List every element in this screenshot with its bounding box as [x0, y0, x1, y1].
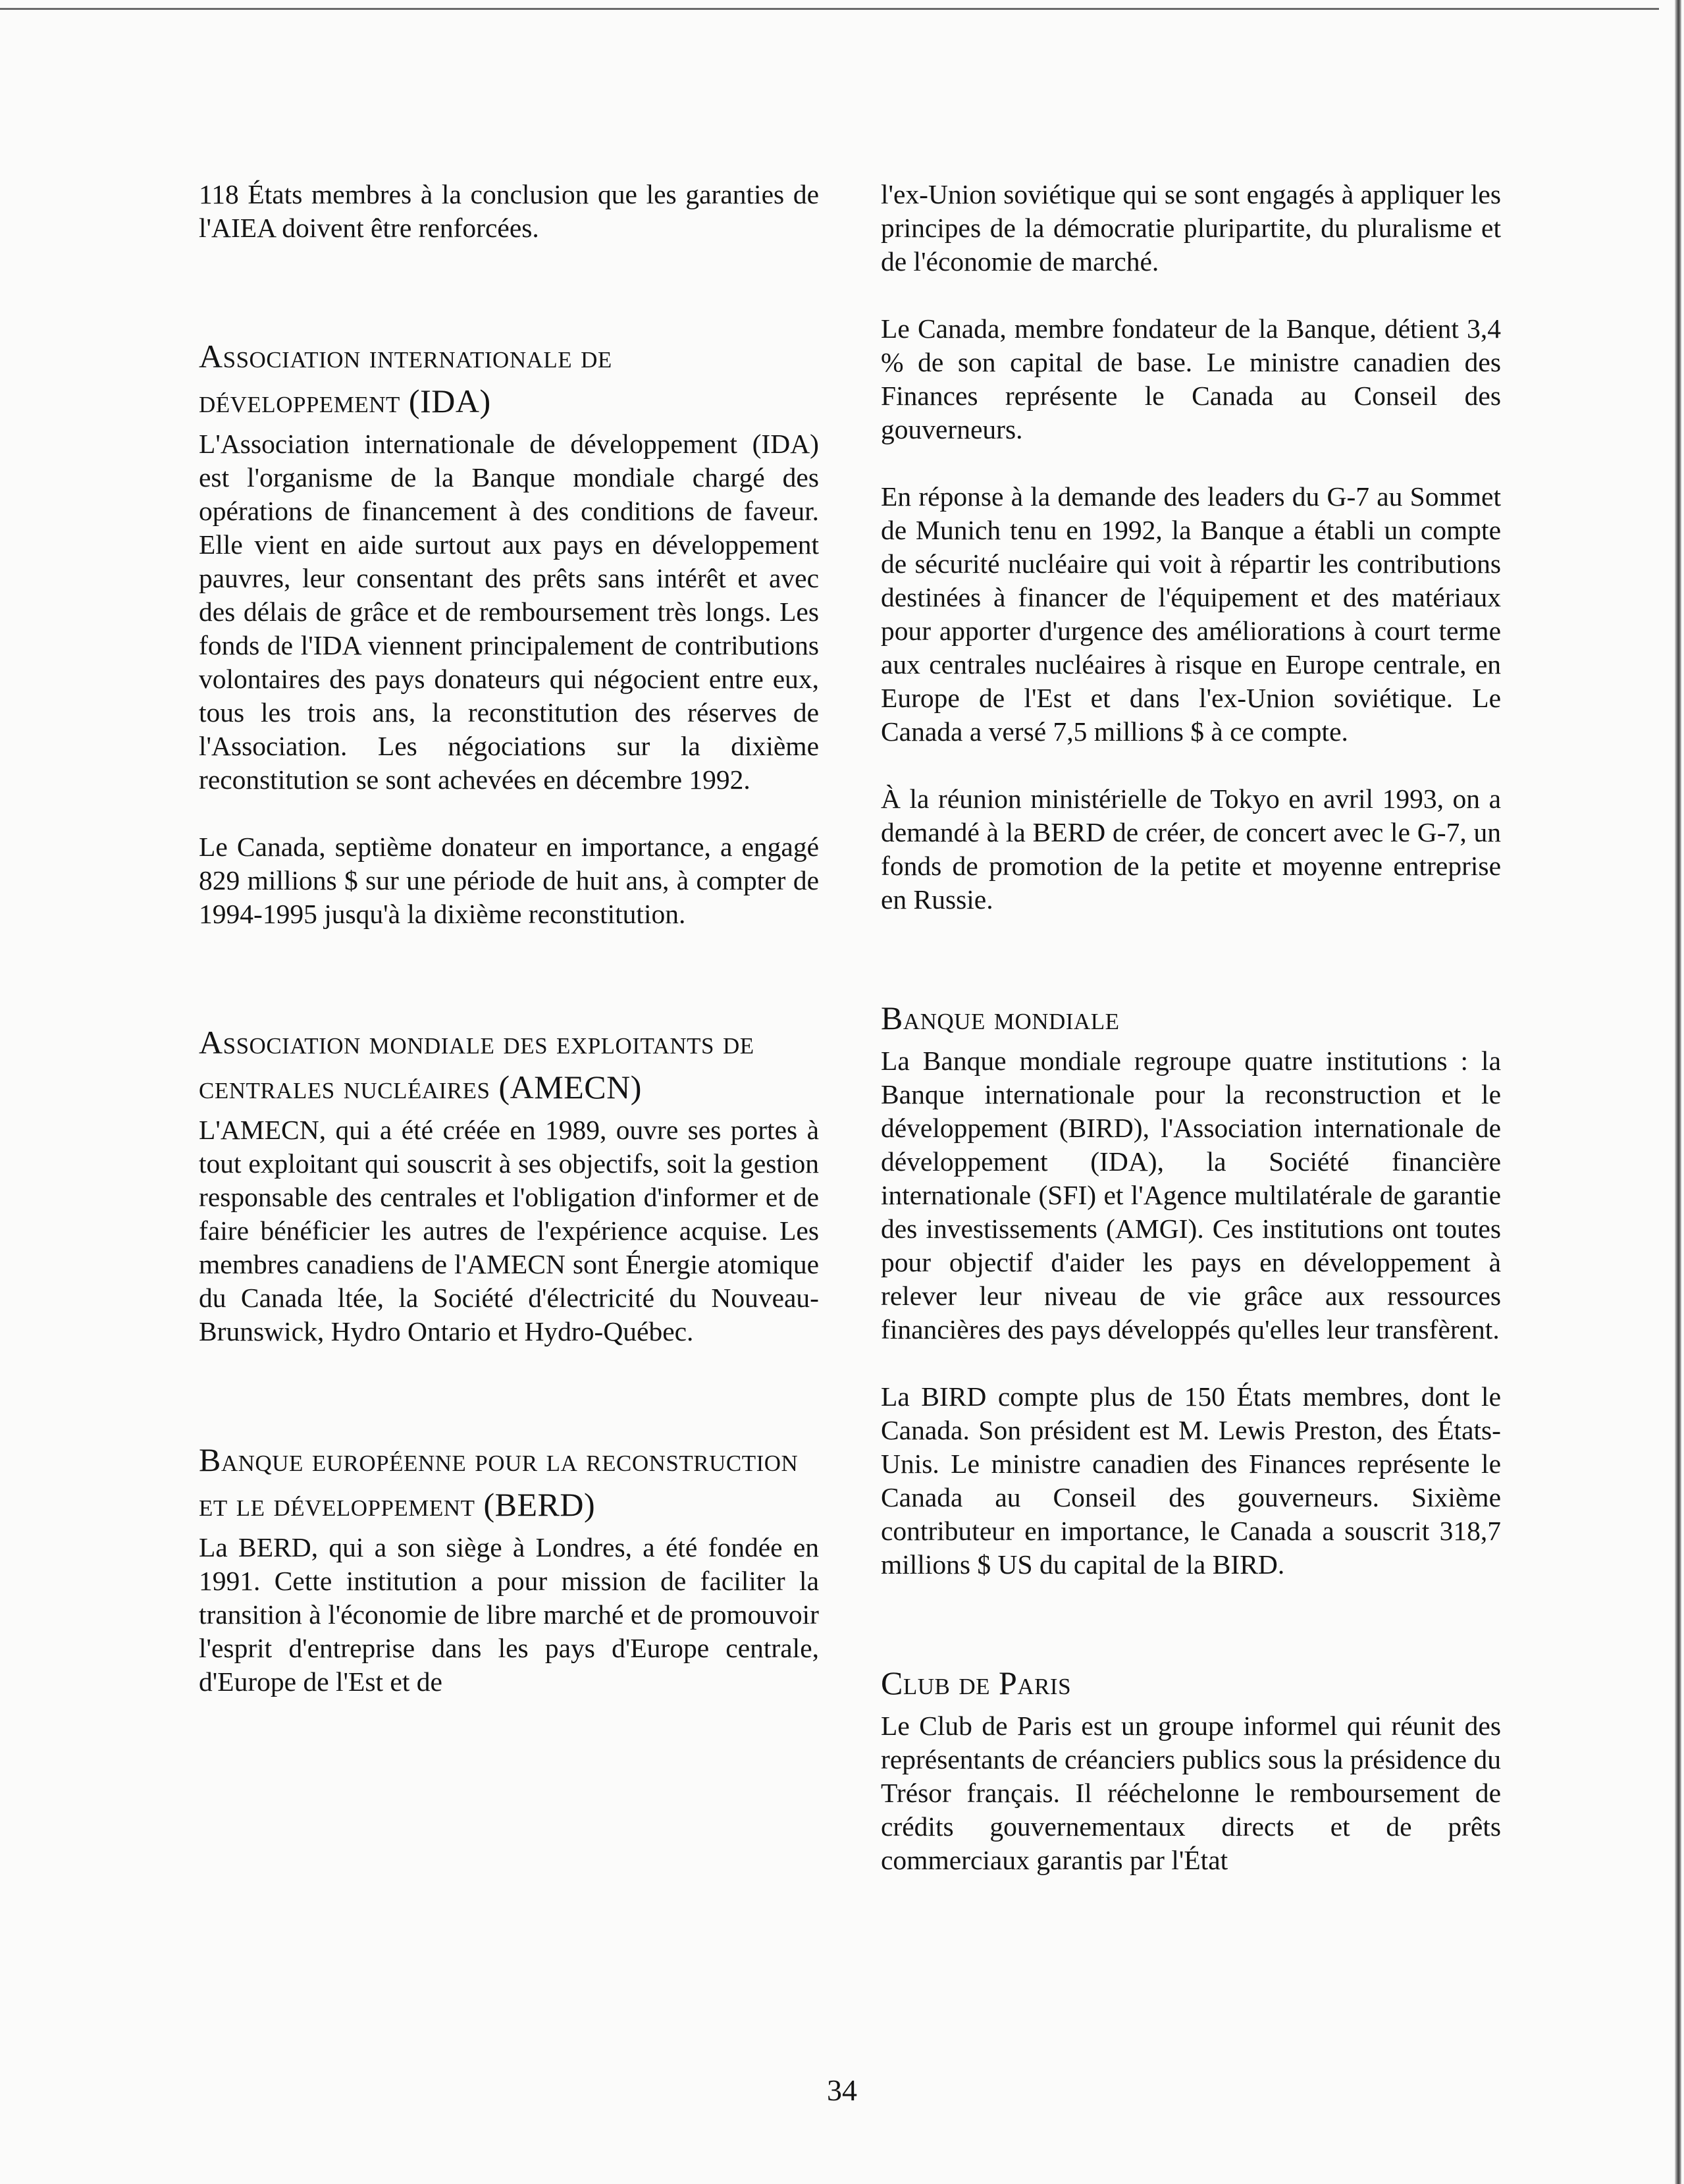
amecn-paragraph-1: L'AMECN, qui a été créée en 1989, ouvre ses portes à tout exploitant qui souscrit à ses objectifs, soit la gestion responsable des centrales et l'obligation d'informer et de faire bénéficier les autres de l'expérience acquise. Les membres canadiens de l'AMECN sont Énergie atomique du Canada ltée, la Société d'électricité du Nouveau-Brunswick, Hydro Ontario et Hydro-Québec. [199, 1115, 819, 1346]
banque-mondiale-paragraph-1: La Banque mondiale regroupe quatre institutions : la Banque internationale pour la reconstruction et le développement (BIRD), l'Association internationale de développement (IDA), la Société financière internationale (SFI) et l'Agence multilatérale de garantie des investissements (AMGI). Ces institutions ont toutes pour objectif d'aider les pays en développement à relever leur niveau de vie grâce aux ressources financières des pays développés qu'elles leur transfèrent. [881, 1046, 1501, 1345]
berd-heading: Banque européenne pour la reconstruction et le développement (BERD) [199, 1441, 799, 1523]
left-column [199, 178, 819, 1699]
banque-mondiale-heading: Banque mondiale [881, 999, 1120, 1036]
amecn-heading: Association mondiale des exploitants de centrales nucléaires (AMECN) [199, 1024, 754, 1105]
right-column [881, 178, 1501, 1877]
berd-paragraph-2: Le Canada, membre fondateur de la Banque, détient 3,4 % de son capital de base. Le ministre canadien des Finances représente le Canada au Conseil des gouverneurs. [881, 313, 1501, 444]
berd-paragraph-3: En réponse à la demande des leaders du G-7 au Sommet de Munich tenu en 1992, la Banque a établi un compte de sécurité nucléaire qui voit à répartir les contributions destinées à financer de l'équipement et des matériaux pour apporter d'urgence des améliorations à court terme aux centrales nucléaires à risque en Europe centrale, en Europe de l'Est et dans l'ex-Union soviétique. Le Canada a versé 7,5 millions $ à ce compte. [881, 481, 1501, 747]
berd-paragraph-4: À la réunion ministérielle de Tokyo en avril 1993, on a demandé à la BERD de créer, de concert avec le G-7, un fonds de promotion de la petite et moyenne entreprise en Russie. [881, 784, 1501, 915]
ida-heading: Association internationale de développement (IDA) [199, 338, 612, 419]
berd-continuation: l'ex-Union soviétique qui se sont engagés à appliquer les principes de la démocratie pluripartite, du pluralisme et de l'économie de marché. [881, 179, 1501, 277]
intro-paragraph: 118 États membres à la conclusion que les garanties de l'AIEA doivent être renforcées. [199, 179, 819, 243]
banque-mondiale-paragraph-2: La BIRD compte plus de 150 États membres, dont le Canada. Son président est M. Lewis Preston, des États-Unis. Le ministre canadien des Finances représente le Canada au Conseil des gouverneurs. Sixième contributeur en importance, le Canada a souscrit 318,7 millions $ US du capital de la BIRD. [881, 1381, 1501, 1580]
ida-paragraph-2: Le Canada, septième donateur en importance, a engagé 829 millions $ sur une période de huit ans, à compter de 1994-1995 jusqu'à la dixième reconstitution. [199, 832, 819, 929]
page-number: 34 [827, 2073, 857, 2107]
top-rule [0, 8, 1659, 10]
berd-paragraph-1: La BERD, qui a son siège à Londres, a été fondée en 1991. Cette institution a pour mission de faciliter la transition à l'économie de libre marché et de promouvoir l'esprit d'entreprise dans les pays d'Europe centrale, d'Europe de l'Est et de [199, 1532, 819, 1697]
club-de-paris-paragraph-1: Le Club de Paris est un groupe informel qui réunit des représentants de créanciers publics sous la présidence du Trésor français. Il rééchelonne le remboursement de crédits gouvernementaux directs et de prêts commerciaux garantis par l'État [881, 1711, 1501, 1875]
ida-paragraph-1: L'Association internationale de développement (IDA) est l'organisme de la Banque mondiale chargé des opérations de financement à des conditions de faveur. Elle vient en aide surtout aux pays en développement pauvres, leur consentant des prêts sans intérêt et avec des délais de grâce et de remboursement très longs. Les fonds de l'IDA viennent principalement de contributions volontaires des pays donateurs qui négocient entre eux, tous les trois ans, la reconstitution des réserves de l'Association. Les négociations sur la dixième reconstitution se sont achevées en décembre 1992. [199, 429, 819, 795]
club-de-paris-heading: Club de Paris [881, 1665, 1072, 1701]
scan-edge [1675, 0, 1681, 2184]
